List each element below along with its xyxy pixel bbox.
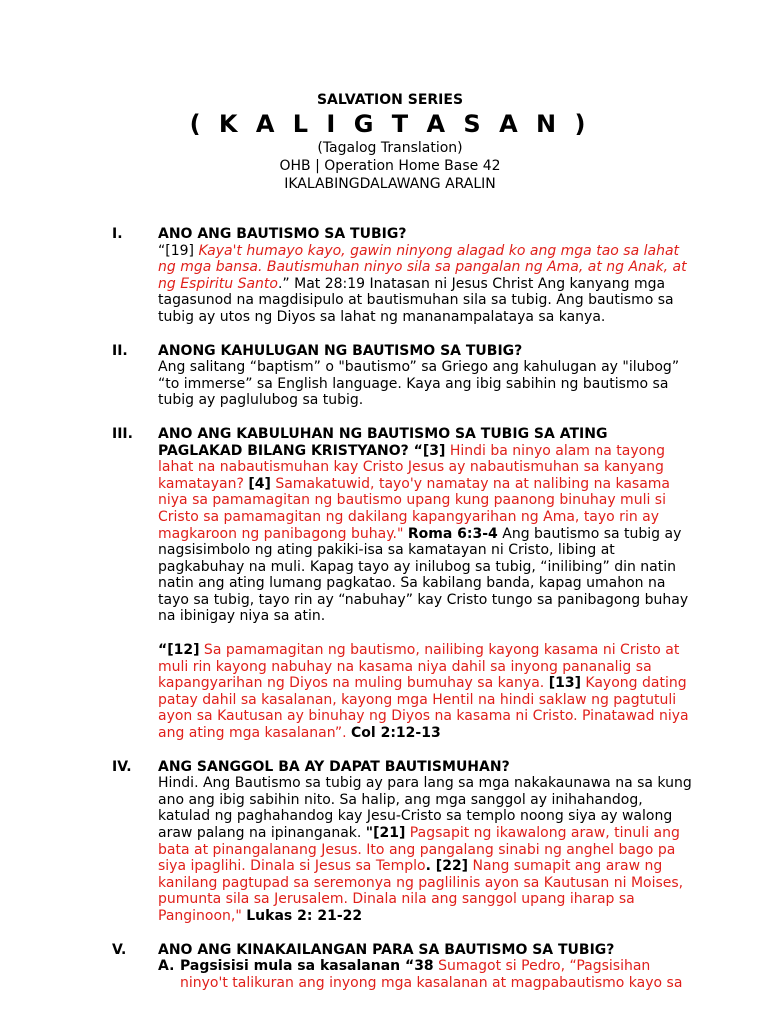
document-body: [112, 226, 692, 991]
translation-note: (Tagalog Translation): [317, 140, 463, 156]
verse-reference: Lukas 2: 21-22: [246, 907, 363, 924]
verse-open: “[19]: [158, 242, 199, 259]
section-2: [112, 343, 692, 409]
verse-reference: Roma 6:3-4: [407, 525, 498, 542]
series-label: SALVATION SERIES: [316, 92, 464, 108]
section-1: [112, 226, 692, 326]
bible-verse: Pagsapit ng ikawalong araw, tinuli ang bata at pinangalanang Jesus. Ito ang pangalang sinabi ng anghel bago pa siya ipaglihi. Dinala si Jesus sa Templo: [158, 825, 680, 875]
section-text-2: [158, 642, 692, 742]
bible-verse: Sumagot si Pedro, “Pagsisihan ninyo't talikuran ang inyong mga kasalanan at magpabautismo kayo sa: [180, 958, 683, 991]
section-question: ANO ANG BAUTISMO SA TUBIG?: [158, 226, 407, 242]
verse-number: "[21]: [365, 825, 406, 841]
section-4: [112, 759, 692, 925]
section-number: V.: [112, 941, 127, 958]
verse-number: “[12]: [158, 642, 200, 659]
section-text: [158, 426, 692, 625]
section-number: III.: [112, 425, 133, 442]
section-text: [158, 775, 692, 924]
verse-number: . [22]: [425, 858, 469, 875]
bible-verse: Kaya't humayo kayo, gawin ninyong alagad ko ang mga tao sa lahat ng mga bansa. Bautismuhan ninyo sila sa pangalan ng Ama, at ng Anak, at ng Espiritu Santo: [158, 242, 687, 292]
section-question: ANO ANG KABULUHAN NG BAUTISMO SA TUBIG SA ATING PAGLAKAD BILANG KRISTYANO? “[3]: [158, 425, 608, 459]
lesson-number: IKALABINGDALAWANG ARALIN: [284, 176, 496, 192]
explanation: Ang bautismo sa tubig ay nagsisimbolo ng ating pakiki-isa sa kamatayan ni Cristo, libing at pagkabuhay na muli. Kapag tayo ay inilubog sa tubig, “inilibing” din natin natin ang ating lumang pagkatao. Sa kabilang banda, kapag umahon na tayo sa tubig, tayo rin ay “nabuhay” kay Cristo tungo sa panibagong buhay na ibinigay niya sa atin.: [158, 525, 689, 625]
section-question: ANG SANGGOL BA AY DAPAT BAUTISMUHAN?: [158, 758, 510, 775]
section-text: [158, 243, 692, 326]
section-number: IV.: [112, 758, 132, 775]
subsection-text: [180, 958, 692, 991]
verse-reference: Col 2:12-13: [351, 725, 441, 742]
section-number: II.: [112, 342, 128, 359]
verse-number: [13]: [548, 675, 581, 692]
document-title: ( K A L I G T A S A N ): [189, 110, 591, 138]
section-question: ANONG KAHULUGAN NG BAUTISMO SA TUBIG?: [158, 342, 523, 359]
subsection-letter: A.: [158, 958, 175, 975]
bible-verse: Kayong dating patay dahil sa kasalanan, kayong mga Hentil na hindi saklaw ng pagtutuli ayon sa Kautusan ay binuhay ng Diyos na kasama ni Cristo. Pinatawad niya ang ating mga kasalanan”.: [158, 675, 689, 742]
bible-verse: Samakatuwid, tayo'y namatay na at nalibing na kasama niya sa pamamagitan ng bautismo upang kung paanong binuhay muli si Cristo sa pamamagitan ng dakilang kapangyarihan ng Ama, tayo rin ay magkaroon ng panibagong buhay.": [158, 475, 670, 542]
subsection-a: [158, 958, 692, 991]
bible-verse: Hindi ba ninyo alam na tayong lahat na nabautismuhan kay Cristo Jesus ay nabautismuhan sa kanyang kamatayan?: [158, 442, 665, 492]
section-number: I.: [112, 226, 123, 242]
explanation: .” Mat 28:19 Inatasan ni Jesus Christ Ang kanyang mga tagasunod na magdisipulo at bautismuhan sila sa tubig. Ang bautismo sa tubig ay utos ng Diyos sa lahat ng mananampalataya sa kanya.: [158, 275, 674, 325]
bible-verse: Nang sumapit ang araw ng kanilang pagtupad sa seremonya ng paglilinis ayon sa Kautusan ni Moises, pumunta sila sa Jerusalem. Dinala nila ang sanggol upang iharap sa Panginoon,": [158, 858, 684, 924]
section-question: ANO ANG KINAKAILANGAN PARA SA BAUTISMO SA TUBIG?: [158, 941, 615, 958]
section-3: [112, 426, 692, 742]
section-text: Ang salitang “baptism” o "bautismo” sa Griego ang kahulugan ay "ilubog” “to immerse” sa English language. Kaya ang ibig sabihin ng bautismo sa tubig ay paglulubog sa tubig.: [158, 359, 680, 409]
bible-verse: Sa pamamagitan ng bautismo, nailibing kayong kasama ni Cristo at muli rin kayong nabuhay na kasama niya dahil sa inyong pananalig sa kapangyarihan ng Diyos na muling bumuhay sa kanya.: [158, 642, 680, 692]
subsection-heading: Pagsisisi mula sa kasalanan “38: [180, 958, 434, 975]
organization-line: OHB | Operation Home Base 42: [279, 158, 501, 174]
verse-number: [4]: [248, 475, 271, 492]
section-5: [112, 942, 692, 992]
explanation: Hindi. Ang Bautismo sa tubig ay para lang sa mga nakakaunawa na sa kung ano ang ibig sabihin nito. Sa halip, ang mga sanggol ay inihahandog, katulad ng paghahandog kay Jesu-Cristo sa templo noong siya ay walong araw palang na ipinanganak.: [158, 775, 692, 841]
document-header: [0, 91, 768, 193]
